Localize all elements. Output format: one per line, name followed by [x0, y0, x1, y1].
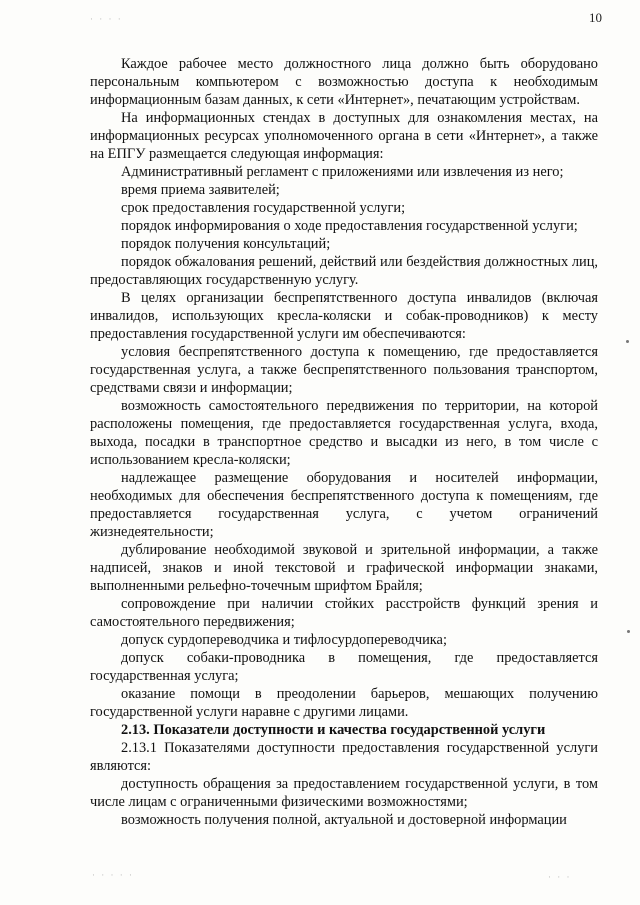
paragraph: На информационных стендах в доступных для ознакомления местах, на информационных ресурсах уполномоченного органа в сети «Интернет», а также на ЕПГУ размещается следующая информация: — [90, 110, 598, 162]
paragraph: срок предоставления государственной услуги; — [121, 200, 406, 216]
paragraph: 2.13.1 Показателями доступности предоставления государственной услуги являются: — [90, 740, 598, 774]
paragraph: доступность обращения за предоставлением государственной услуги, в том числе лицам с ограниченными физическими возможностями; — [90, 776, 598, 810]
paragraph: допуск сурдопереводчика и тифлосурдопереводчика; — [121, 632, 447, 648]
paragraph: надлежащее размещение оборудования и носителей информации, необходимых для обеспечения беспрепятственного доступа к помещениям, где предоставляется государственная услуга, с учетом ограничений жизнедеятельности; — [90, 470, 598, 540]
document-body — [90, 55, 598, 829]
scan-smudge: · · · · — [90, 14, 123, 24]
scan-smudge: · · · — [548, 872, 572, 882]
scan-smudge: · · · · · — [92, 870, 134, 880]
paragraph: время приема заявителей; — [121, 182, 280, 198]
paragraph: возможность самостоятельного передвижения по территории, на которой расположены помещения, где предоставляется государственная услуга, входа, выхода, посадки в транспортное средство и высадки из него, в том числе с использованием кресла-коляски; — [90, 398, 598, 468]
scan-speck — [627, 630, 630, 633]
paragraph: условия беспрепятственного доступа к помещению, где предоставляется государственная услуга, а также беспрепятственного пользования транспортом, средствами связи и информации; — [90, 344, 598, 396]
scan-speck — [626, 340, 629, 343]
page-number: 10 — [589, 10, 602, 25]
paragraph: возможность получения полной, актуальной и достоверной информации — [121, 812, 567, 828]
paragraph: оказание помощи в преодолении барьеров, мешающих получению государственной услуги наравне с другими лицами. — [90, 686, 598, 720]
paragraph: порядок информирования о ходе предоставления государственной услуги; — [121, 218, 578, 234]
paragraph: порядок получения консультаций; — [121, 236, 331, 252]
paragraph: порядок обжалования решений, действий или бездействия должностных лиц, предоставляющих государственную услугу. — [90, 254, 598, 288]
paragraph: сопровождение при наличии стойких расстройств функций зрения и самостоятельного передвижения; — [90, 596, 598, 630]
section-heading: 2.13. Показатели доступности и качества государственной услуги — [121, 722, 546, 738]
paragraph: В целях организации беспрепятственного доступа инвалидов (включая инвалидов, использующих кресла-коляски и собак-проводников) к месту предоставления государственной услуги им обеспечиваются: — [90, 290, 598, 342]
paragraph: дублирование необходимой звуковой и зрительной информации, а также надписей, знаков и иной текстовой и графической информации знаками, выполненными рельефно-точечным шрифтом Брайля; — [90, 542, 598, 594]
paragraph: Каждое рабочее место должностного лица должно быть оборудовано персональным компьютером с возможностью доступа к необходимым информационным базам данных, к сети «Интернет», печатающим устройствам. — [90, 56, 598, 108]
paragraph: допуск собаки-проводника в помещения, где предоставляется государственная услуга; — [90, 650, 598, 684]
paragraph: Административный регламент с приложениями или извлечения из него; — [121, 164, 564, 180]
